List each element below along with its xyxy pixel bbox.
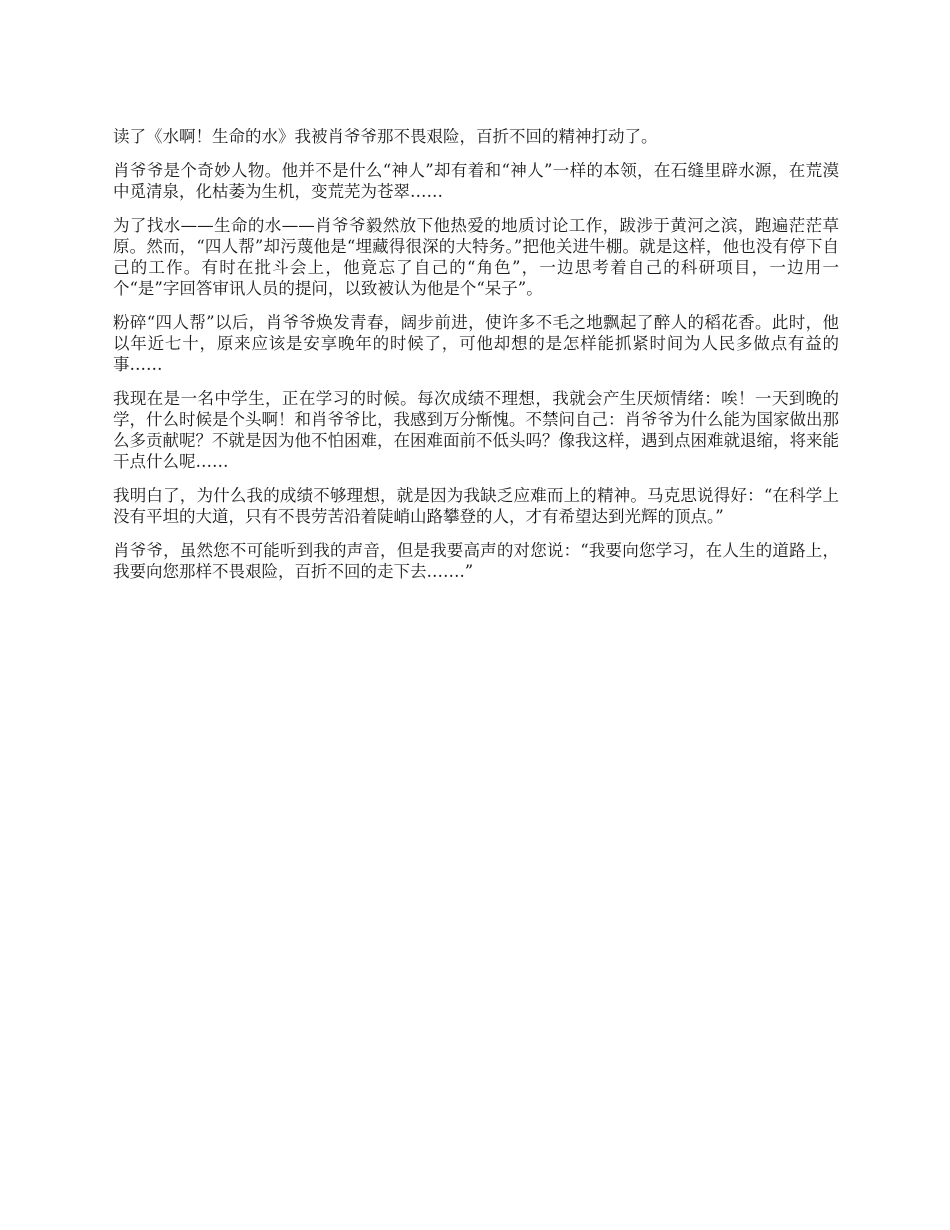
paragraph-description: 肖爷爷是个奇妙人物。他并不是什么“神人”却有着和“神人”一样的本领，在石缝里辟水源，在荒漠中觅清泉，化枯萎为生机，变荒芜为苍翠…… — [113, 161, 839, 201]
paragraph-intro: 读了《水啊！生命的水》我被肖爷爷那不畏艰险，百折不回的精神打动了。 — [113, 127, 658, 146]
document-body — [113, 126, 839, 595]
paragraph-closing: 肖爷爷，虽然您不可能听到我的声音，但是我要高声的对您说：“我要向您学习，在人生的道路上，我要向您那样不畏艰险，百折不回的走下去…….” — [113, 541, 839, 581]
paragraph-after: 粉碎“四人帮”以后，肖爷爷焕发青春，阔步前进，使许多不毛之地飘起了醉人的稻花香。此时，他以年近七十，原来应该是安享晚年的时候了，可他却想的是怎样能抓紧时间为人民多做点有益的事…… — [113, 313, 839, 374]
paragraph-reflection: 我现在是一名中学生，正在学习的时候。每次成绩不理想，我就会产生厌烦情绪：唉！一天到晚的学，什么时候是个头啊！和肖爷爷比，我感到万分惭愧。不禁问自己：肖爷爷为什么能为国家做出那么多贡献呢？不就是因为他不怕困难，在困难面前不低头吗？像我这样，遇到点困难就退缩，将来能干点什么呢…… — [113, 389, 839, 471]
paragraph-story: 为了找水——生命的水——肖爷爷毅然放下他热爱的地质讨论工作，跋涉于黄河之滨，跑遍茫茫草原。然而，“四人帮”却污蔑他是“埋藏得很深的大特务。”把他关进牛棚。就是这样，他也没有停下自己的工作。有时在批斗会上，他竟忘了自己的“角色”，一边思考着自己的科研项目，一边用一个“是”字回答审讯人员的提问，以致被认为他是个“呆子”。 — [113, 216, 839, 298]
paragraph-realization: 我明白了，为什么我的成绩不够理想，就是因为我缺乏应难而上的精神。马克思说得好：“在科学上没有平坦的大道，只有不畏劳苦沿着陡峭山路攀登的人，才有希望达到光辉的顶点。” — [113, 486, 839, 526]
